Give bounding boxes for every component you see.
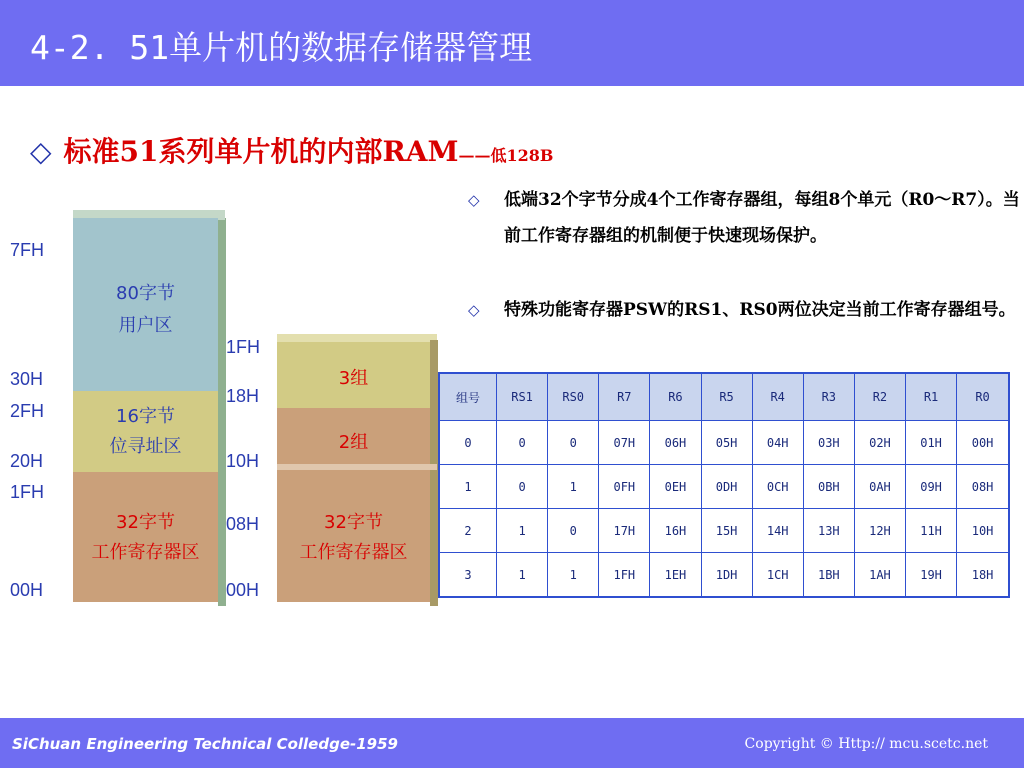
address-7fh: 7FH <box>10 240 45 260</box>
address-30h: 30H <box>10 369 44 389</box>
register-group-table <box>438 372 1010 598</box>
address-10h: 10H <box>226 451 260 471</box>
table-cell: 3 <box>439 553 497 598</box>
table-cell: 1 <box>548 553 599 598</box>
bit-area-size: 16字节 <box>116 406 175 427</box>
table-row <box>439 465 1009 509</box>
group3-label: 3组 <box>338 368 369 389</box>
bit-area-block <box>73 391 218 472</box>
table-row <box>439 509 1009 553</box>
heading-suffix: ——低128B <box>458 146 554 165</box>
user-area-block <box>73 218 218 391</box>
right-register-area-block <box>277 470 430 602</box>
table-body <box>439 421 1009 598</box>
user-area-label: 用户区 <box>118 315 173 336</box>
table-cell: 08H <box>957 465 1009 509</box>
right-register-area-size: 32字节 <box>324 512 383 533</box>
address-00h-right: 00H <box>226 580 260 600</box>
table-cell: 0DH <box>701 465 752 509</box>
table-row <box>439 421 1009 465</box>
table-cell: 14H <box>752 509 803 553</box>
bullet-item-1 <box>468 182 1023 292</box>
address-08h: 08H <box>226 514 260 534</box>
table-cell: 05H <box>701 421 752 465</box>
address-2fh: 2FH <box>10 401 45 421</box>
table-cell: 02H <box>854 421 905 465</box>
table-cell: 11H <box>906 509 957 553</box>
column-side-face <box>430 340 438 606</box>
table-cell: 0 <box>497 465 548 509</box>
table-cell: 18H <box>957 553 1009 598</box>
table-cell: 07H <box>599 421 650 465</box>
bullet-text-2: 特殊功能寄存器PSW的RS1、RS0两位决定当前工作寄存器组号。 <box>504 300 1016 320</box>
table-cell: 00H <box>957 421 1009 465</box>
header-r4: R4 <box>752 373 803 421</box>
header-r5: R5 <box>701 373 752 421</box>
bit-area-label: 位寻址区 <box>109 436 182 457</box>
user-area-size: 80字节 <box>116 283 175 304</box>
group2-block <box>277 408 430 466</box>
address-20h: 20H <box>10 451 44 471</box>
title-bar <box>0 0 1024 86</box>
table-row <box>439 553 1009 598</box>
diamond-bullet-icon: ◇ <box>468 191 480 209</box>
table-cell: 1CH <box>752 553 803 598</box>
table-cell: 1AH <box>854 553 905 598</box>
table-cell: 1EH <box>650 553 701 598</box>
register-area-label: 工作寄存器区 <box>91 542 200 563</box>
header-r2: R2 <box>854 373 905 421</box>
table-cell: 04H <box>752 421 803 465</box>
table-cell: 0EH <box>650 465 701 509</box>
footer-bar <box>0 718 1024 768</box>
table-cell: 1 <box>497 553 548 598</box>
table-cell: 0BH <box>803 465 854 509</box>
table-cell: 09H <box>906 465 957 509</box>
table-cell: 15H <box>701 509 752 553</box>
table-cell: 0CH <box>752 465 803 509</box>
header-group: 组号 <box>439 373 497 421</box>
table-cell: 1 <box>497 509 548 553</box>
section-heading <box>30 130 553 170</box>
group2-label: 2组 <box>338 432 369 453</box>
table-cell: 1DH <box>701 553 752 598</box>
table-cell: 1BH <box>803 553 854 598</box>
column-side-face <box>218 218 226 606</box>
address-1fh: 1FH <box>10 482 45 502</box>
footer-copyright: Copyright © Http:// mcu.scetc.net <box>744 736 988 752</box>
table-cell: 2 <box>439 509 497 553</box>
table-cell: 0 <box>439 421 497 465</box>
table-cell: 1FH <box>599 553 650 598</box>
table-cell: 17H <box>599 509 650 553</box>
address-18h: 18H <box>226 386 260 406</box>
header-rs0: RS0 <box>548 373 599 421</box>
table-cell: 0 <box>548 421 599 465</box>
table-cell: 0 <box>548 509 599 553</box>
slide-title: 4-2. 51单片机的数据存储器管理 <box>30 28 533 67</box>
header-rs1: RS1 <box>497 373 548 421</box>
table-cell: 0 <box>497 421 548 465</box>
bullet-text-1: 低端32个字节分成4个工作寄存器组，每组8个单元（R0～R7）。当前工作寄存器组的机制便于快速现场保护。 <box>504 190 1020 246</box>
table-cell: 1 <box>439 465 497 509</box>
table-cell: 13H <box>803 509 854 553</box>
group3-block <box>277 342 430 408</box>
address-1fh-right: 1FH <box>226 337 261 357</box>
header-r7: R7 <box>599 373 650 421</box>
header-r6: R6 <box>650 373 701 421</box>
diamond-bullet-icon: ◇ <box>468 301 480 319</box>
table-cell: 1 <box>548 465 599 509</box>
header-r3: R3 <box>803 373 854 421</box>
bullet-item-2 <box>468 292 1023 366</box>
right-register-area-label: 工作寄存器区 <box>299 542 408 563</box>
header-r1: R1 <box>906 373 957 421</box>
footer-institution: SiChuan Engineering Technical Colledge-1959 <box>12 735 398 753</box>
address-00h: 00H <box>10 580 44 600</box>
register-area-block <box>73 472 218 602</box>
diamond-bullet-icon: ◇ <box>30 135 52 168</box>
table-cell: 16H <box>650 509 701 553</box>
register-area-size: 32字节 <box>116 512 175 533</box>
table-header-row <box>439 373 1009 421</box>
table-cell: 01H <box>906 421 957 465</box>
table-cell: 06H <box>650 421 701 465</box>
header-r0: R0 <box>957 373 1009 421</box>
table-cell: 19H <box>906 553 957 598</box>
table-cell: 0FH <box>599 465 650 509</box>
table-cell: 0AH <box>854 465 905 509</box>
table-cell: 12H <box>854 509 905 553</box>
table-cell: 03H <box>803 421 854 465</box>
heading-main: 标准51系列单片机的内部RAM <box>63 135 459 168</box>
table-cell: 10H <box>957 509 1009 553</box>
